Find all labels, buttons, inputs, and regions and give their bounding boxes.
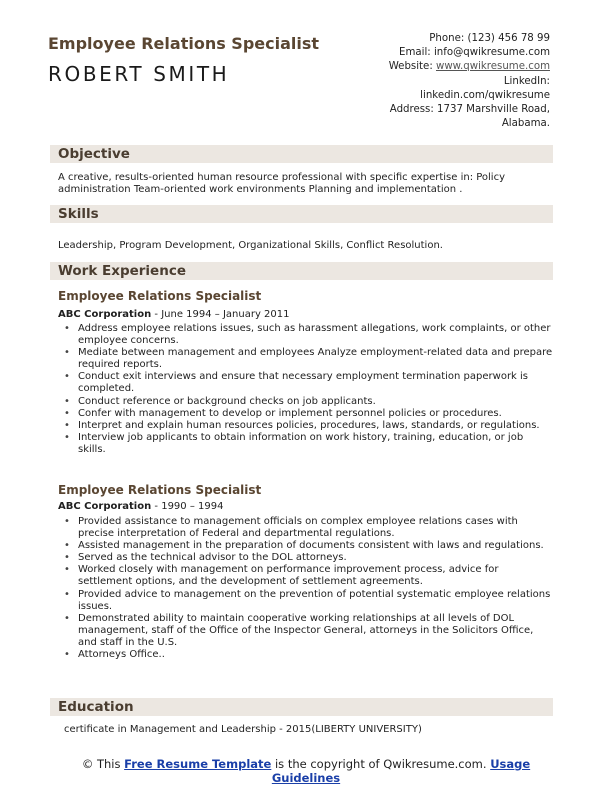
- job-company: ABC Corporation: [58, 501, 152, 512]
- footer-line-1: [0, 757, 612, 771]
- list-item: • Assisted management in the preparation of documents consistent with laws and regulations.: [60, 540, 554, 552]
- job-company-line: [58, 309, 290, 320]
- objective-section-header: [50, 145, 553, 163]
- education-section-header: [50, 698, 553, 716]
- free-resume-template-link[interactable]: Free Resume Template: [124, 757, 272, 771]
- job-dates: - 1990 – 1994: [151, 501, 224, 512]
- contact-website: [320, 60, 550, 74]
- objective-heading: Objective: [58, 146, 130, 162]
- job-company: ABC Corporation: [58, 309, 152, 320]
- education-heading: Education: [58, 699, 134, 715]
- list-item: • Address employee relations issues, such as harassment allegations, work complaints, or other employee concerns.: [60, 323, 554, 347]
- contact-website-link[interactable]: www.qwikresume.com: [435, 61, 550, 73]
- footer-middle: is the copyright of Qwikresume.com.: [271, 757, 491, 771]
- usage-guidelines-link-part2[interactable]: Guidelines: [271, 771, 341, 785]
- list-item: • Attorneys Office..: [60, 649, 554, 661]
- contact-block: [320, 32, 550, 131]
- list-item: • Conduct reference or background checks on job applicants.: [60, 396, 554, 408]
- skills-heading: Skills: [58, 206, 99, 222]
- job-bullets: [60, 516, 554, 661]
- job-dates: - June 1994 – January 2011: [151, 309, 290, 320]
- job-title: Employee Relations Specialist: [58, 483, 262, 497]
- education-text: certificate in Management and Leadership - 2015(LIBERTY UNIVERSITY): [64, 724, 422, 735]
- objective-text: A creative, results-oriented human resource professional with specific expertise in: Policy administration Team-oriented work environments Planning and implementation .: [58, 172, 506, 196]
- job-company-line: [58, 501, 223, 512]
- list-item: • Worked closely with management on performance improvement process, advice for settlement options, and the development of settlement agreements.: [60, 564, 554, 588]
- usage-guidelines-link-part1[interactable]: Usage: [490, 757, 531, 771]
- footer-prefix: © This: [81, 757, 125, 771]
- list-item: • Demonstrated ability to maintain cooperative working relationships at all levels of DOL management, staff of the Office of the Inspector General, attorneys in the Solicitors Office, and staff in the U.S.: [60, 613, 554, 649]
- job-bullets: [60, 323, 554, 456]
- list-item: • Provided assistance to management officials on complex employee relations cases with precise interpretation of Federal and departmental regulations.: [60, 516, 554, 540]
- copyright-footer: [0, 757, 612, 785]
- contact-email: Email: info@qwikresume.com: [399, 47, 550, 59]
- list-item: • Confer with management to develop or implement personnel policies or procedures.: [60, 408, 554, 420]
- contact-address-line1: Address: 1737 Marshville Road,: [389, 104, 550, 116]
- contact-linkedin-value: linkedin.com/qwikresume: [420, 89, 550, 101]
- list-item: • Served as the technical advisor to the DOL attorneys.: [60, 552, 554, 564]
- contact-website-label: Website:: [388, 61, 436, 73]
- list-item: • Interpret and explain human resources policies, procedures, laws, standards, or regulations.: [60, 420, 554, 432]
- list-item: • Mediate between management and employees Analyze employment-related data and prepare required reports.: [60, 347, 554, 371]
- footer-line-2: [0, 771, 612, 785]
- contact-address-line2: Alabama.: [501, 118, 550, 130]
- job-title: Employee Relations Specialist: [58, 289, 262, 303]
- contact-linkedin-label: LinkedIn:: [503, 75, 550, 87]
- skills-section-header: [50, 205, 553, 223]
- candidate-name: ROBERT SMITH: [48, 62, 230, 86]
- list-item: • Interview job applicants to obtain information on work history, training, education, or job skills.: [60, 432, 554, 456]
- contact-phone: Phone: (123) 456 78 99: [429, 33, 550, 44]
- resume-job-title: Employee Relations Specialist: [48, 34, 320, 53]
- list-item: • Conduct exit interviews and ensure that necessary employment termination paperwork is completed.: [60, 371, 554, 395]
- work-experience-section-header: [50, 262, 553, 280]
- work-experience-heading: Work Experience: [58, 263, 186, 279]
- list-item: • Provided advice to management on the prevention of potential systematic employee relations issues.: [60, 589, 554, 613]
- skills-text: Leadership, Program Development, Organizational Skills, Conflict Resolution.: [58, 240, 443, 251]
